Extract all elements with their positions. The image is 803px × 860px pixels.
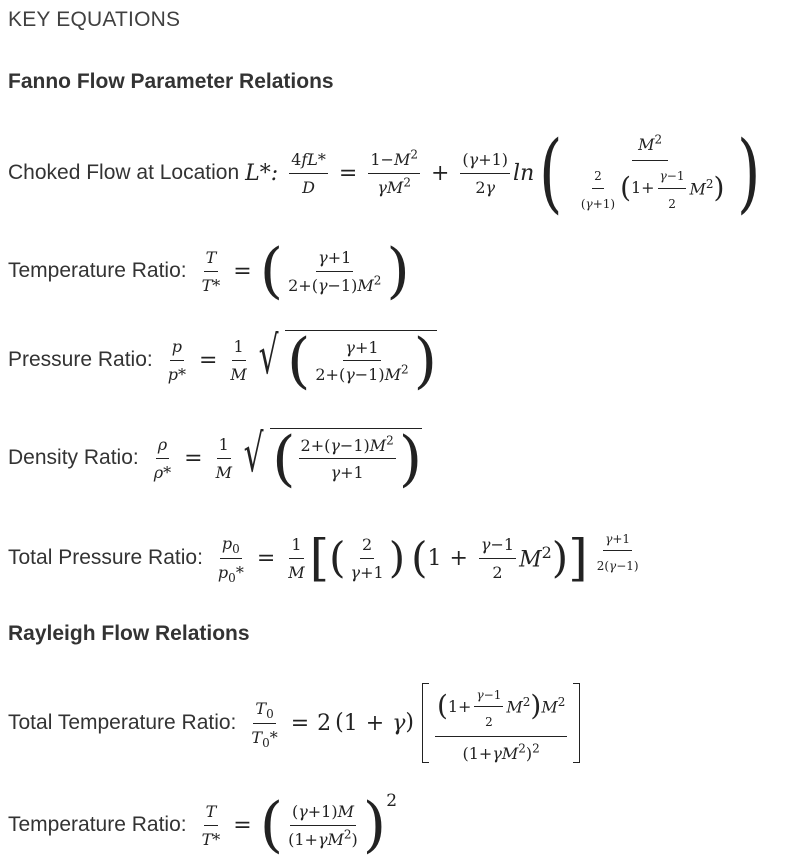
equation-fanno-density (8, 423, 423, 494)
fanno-density-formula: $\frac{\rho}{\rho*}$ = $\frac{1}{M}$ √ ( $\frac{2+(\gamma-1)M^2}{\gamma+1}$ ) (153, 423, 423, 494)
equation-rayleigh-temperature (8, 790, 398, 860)
equation-label: Pressure Ratio: (8, 348, 153, 371)
equation-label: Total Temperature Ratio: (8, 711, 237, 734)
equation-label: Temperature Ratio: (8, 259, 187, 282)
page-header: KEY EQUATIONS (8, 8, 181, 31)
choked-flow-formula: $\frac{4fL*}{D}$ = $\frac{1-M^2}{\gamma M^2}$ + $\frac{(\gamma+1)}{2\gamma}$ ln ( $M^2$ $\frac{2}{(\gamma+1)}$ ( 1+ $\frac{\gamma-1}{2}$ $M^2$ ) ) (291, 123, 761, 223)
equation-label: Density Ratio: (8, 446, 139, 469)
equation-fanno-temperature (8, 236, 410, 306)
choked-location-symbol: L*: (245, 160, 279, 186)
fanno-pressure-formula: $\frac{p}{p*}$ = $\frac{1}{M}$ √ ( $\frac{\gamma+1}{2+(\gamma-1)M^2}$ ) (167, 325, 438, 396)
equation-label: Temperature Ratio: (8, 813, 187, 836)
fanno-temperature-formula: $\frac{T}{T*}$ = ( $\frac{\gamma+1}{2+(\gamma-1)M^2}$ ) (201, 236, 410, 306)
equation-choked-flow (8, 123, 766, 223)
fanno-total-pressure-formula: $\frac{p_0}{p_0*}$ = $\frac{1}{M}$ [ ( $\frac{2}{\gamma+1}$ ) ( 1 + $\frac{\gamma-1}{2}$ $M^2$ ) ] $\frac{\gamma+1}{2(\gamma-1)}$ (213, 531, 644, 585)
equation-fanno-total-pressure (8, 523, 644, 593)
equation-label: Total Pressure Ratio: (8, 546, 203, 569)
equation-label: Choked Flow at Location (8, 161, 240, 184)
section-title-rayleigh: Rayleigh Flow Relations (8, 622, 250, 645)
rayleigh-temperature-formula: $\frac{T}{T*}$ = ( $\frac{(\gamma+1)M}{(1+\gamma M^2)}$ ) 2 (201, 790, 398, 860)
equation-rayleigh-total-temperature (8, 680, 580, 766)
equation-fanno-pressure (8, 325, 438, 396)
section-title-fanno: Fanno Flow Parameter Relations (8, 70, 334, 93)
rayleigh-total-temperature-formula: $\frac{T_0}{T_0*}$ = 2 ( 1 + γ ) ( 1+ $\frac{\gamma-1}{2}$ $M^2$ ) $M^2$ $(1+\gamma M^2)^2$ (246, 683, 580, 763)
